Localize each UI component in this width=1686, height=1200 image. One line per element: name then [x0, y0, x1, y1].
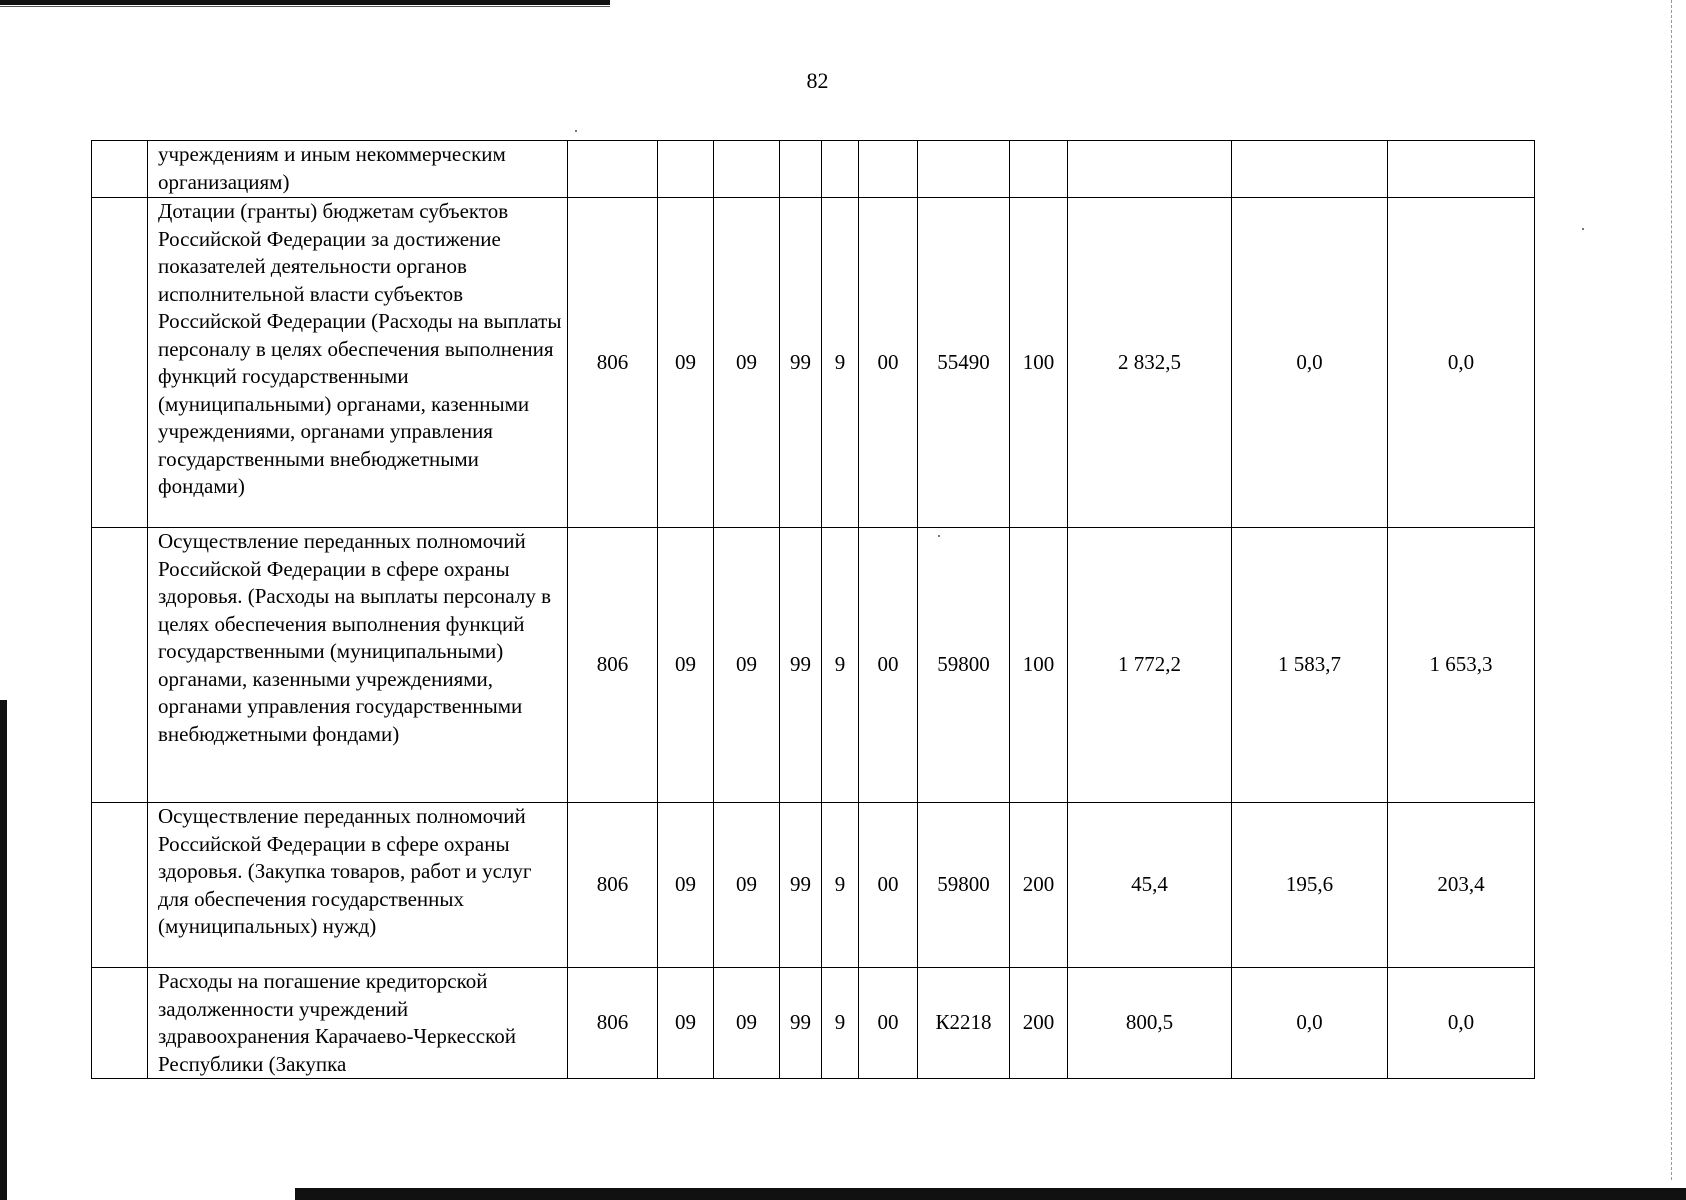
cs-direction-cell: 55490: [918, 198, 1010, 528]
pr-cell: 09: [714, 968, 780, 1079]
scan-edge-right: [1670, 0, 1672, 1180]
cs-main-event-cell: 00: [859, 968, 918, 1079]
ved-cell: 806: [568, 198, 658, 528]
rz-cell: 09: [658, 968, 714, 1079]
cs-subprogram-cell: [822, 141, 859, 198]
table-row: [92, 198, 1535, 528]
cs-program-cell: 99: [780, 968, 822, 1079]
scan-edge-top: [0, 0, 610, 5]
scan-speck: [575, 130, 577, 132]
rz-cell: 09: [658, 803, 714, 968]
description-cell: Осуществление переданных полномочий Российской Федерации в сфере охраны здоровья. (Расходы на выплаты персоналу в целях обеспечения выполнения функций государственными (муниципальными) органами, казенными учреждениями, органами управления государственными внебюджетными фондами): [148, 528, 568, 803]
pr-cell: 09: [714, 528, 780, 803]
row-number-cell: [92, 528, 148, 803]
page-number: 82: [806, 68, 829, 93]
amount-year1-cell: [1068, 141, 1232, 198]
description-cell: учреждениям и иным некоммерческим организациям): [148, 141, 568, 198]
table-body: [92, 141, 1535, 1079]
cs-direction-cell: 59800: [918, 803, 1010, 968]
cs-subprogram-cell: 9: [822, 968, 859, 1079]
description-cell: Осуществление переданных полномочий Российской Федерации в сфере охраны здоровья. (Закупка товаров, работ и услуг для обеспечения государственных (муниципальных) нужд): [148, 803, 568, 968]
amount-year2-cell: 1 583,7: [1232, 528, 1388, 803]
row-number-cell: [92, 141, 148, 198]
cs-program-cell: 99: [780, 528, 822, 803]
amount-year1-cell: 1 772,2: [1068, 528, 1232, 803]
amount-year2-cell: 0,0: [1232, 968, 1388, 1079]
scan-edge-left: [0, 700, 7, 1200]
cs-subprogram-cell: 9: [822, 528, 859, 803]
amount-year2-cell: [1232, 141, 1388, 198]
ved-cell: 806: [568, 528, 658, 803]
scan-speck: [1582, 228, 1584, 230]
table-row: [92, 141, 1535, 198]
amount-year3-cell: 1 653,3: [1388, 528, 1535, 803]
amount-year3-cell: [1388, 141, 1535, 198]
scan-edge-bottom: [295, 1188, 1686, 1200]
table-row: [92, 803, 1535, 968]
ved-cell: 806: [568, 803, 658, 968]
amount-year1-cell: 45,4: [1068, 803, 1232, 968]
cs-program-cell: 99: [780, 803, 822, 968]
vr-cell: 100: [1010, 528, 1068, 803]
ved-cell: 806: [568, 968, 658, 1079]
cs-direction-cell: [918, 141, 1010, 198]
amount-year3-cell: 0,0: [1388, 198, 1535, 528]
vr-cell: 200: [1010, 803, 1068, 968]
amount-year1-cell: 2 832,5: [1068, 198, 1232, 528]
vr-cell: 200: [1010, 968, 1068, 1079]
rz-cell: 09: [658, 198, 714, 528]
amount-year3-cell: 203,4: [1388, 803, 1535, 968]
cs-subprogram-cell: 9: [822, 803, 859, 968]
cs-direction-cell: 59800: [918, 528, 1010, 803]
budget-table: [91, 140, 1535, 1079]
vr-cell: 100: [1010, 198, 1068, 528]
cs-subprogram-cell: 9: [822, 198, 859, 528]
ved-cell: [568, 141, 658, 198]
rz-cell: 09: [658, 528, 714, 803]
row-number-cell: [92, 968, 148, 1079]
pr-cell: [714, 141, 780, 198]
vr-cell: [1010, 141, 1068, 198]
cs-main-event-cell: 00: [859, 803, 918, 968]
table-row: [92, 968, 1535, 1079]
amount-year2-cell: 0,0: [1232, 198, 1388, 528]
pr-cell: 09: [714, 198, 780, 528]
description-cell: Дотации (гранты) бюджетам субъектов Российской Федерации за достижение показателей деятельности органов исполнительной власти субъектов Российской Федерации (Расходы на выплаты персоналу в целях обеспечения выполнения функций государственными (муниципальными) органами, казенными учреждениями, органами управления государственными внебюджетными фондами): [148, 198, 568, 528]
scan-edge-top-thin: [0, 6, 610, 7]
amount-year3-cell: 0,0: [1388, 968, 1535, 1079]
amount-year2-cell: 195,6: [1232, 803, 1388, 968]
cs-main-event-cell: 00: [859, 528, 918, 803]
rz-cell: [658, 141, 714, 198]
pr-cell: 09: [714, 803, 780, 968]
cs-direction-cell: К2218: [918, 968, 1010, 1079]
cs-main-event-cell: 00: [859, 198, 918, 528]
cs-main-event-cell: [859, 141, 918, 198]
row-number-cell: [92, 198, 148, 528]
description-cell: Расходы на погашение кредиторской задолженности учреждений здравоохранения Карачаево-Черкесской Республики (Закупка: [148, 968, 568, 1079]
amount-year1-cell: 800,5: [1068, 968, 1232, 1079]
cs-program-cell: 99: [780, 198, 822, 528]
cs-program-cell: [780, 141, 822, 198]
row-number-cell: [92, 803, 148, 968]
table-row: [92, 528, 1535, 803]
